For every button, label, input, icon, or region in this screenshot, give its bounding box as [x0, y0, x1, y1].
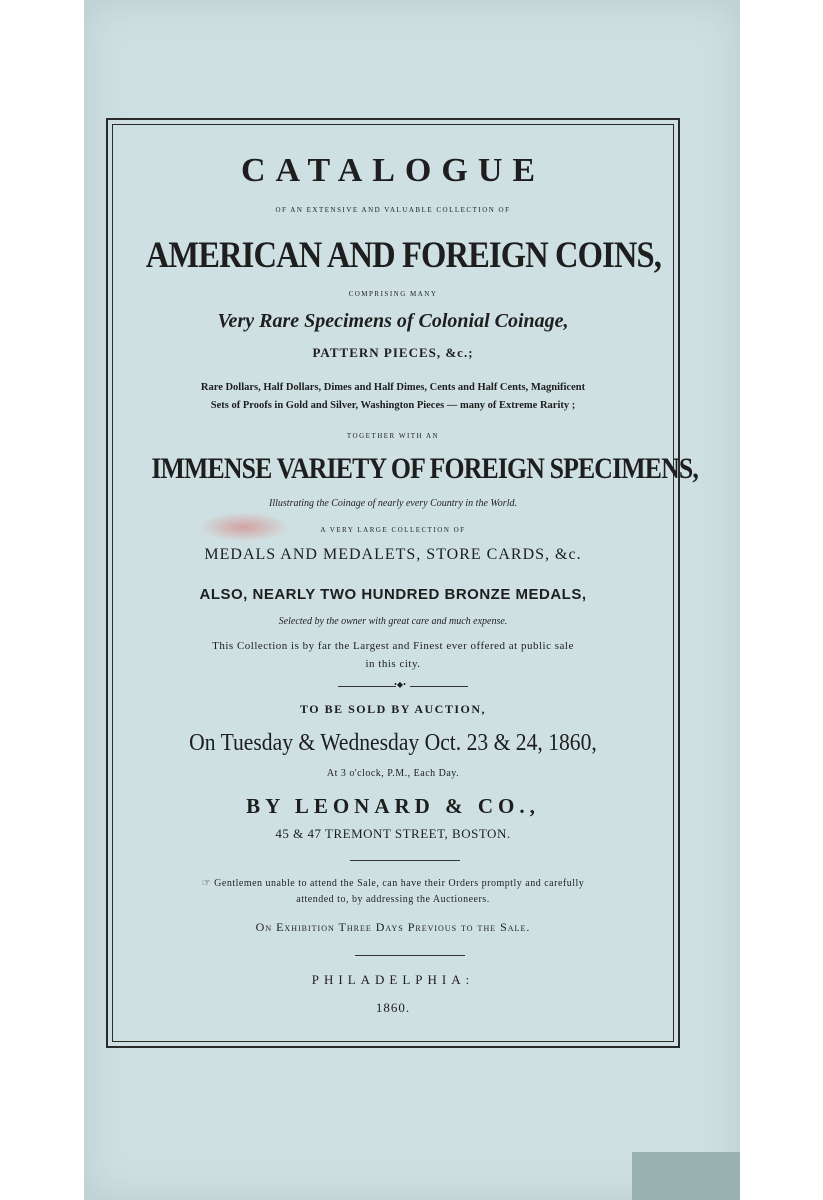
divider-ornament: •◆• — [394, 680, 406, 689]
divider-rule-3 — [355, 955, 465, 956]
auctioneer-name: BY LEONARD & CO., — [246, 794, 540, 818]
collection-line-2: in this city. — [365, 658, 421, 670]
auctioneer-address: 45 & 47 TREMONT STREET, BOSTON. — [275, 826, 511, 841]
headline-foreign-specimens: IMMENSE VARIETY OF FOREIGN SPECIMENS, — [151, 452, 698, 485]
subtitle-together: TOGETHER WITH AN — [346, 432, 440, 440]
auction-date: On Tuesday & Wednesday Oct. 23 & 24, 1860, — [189, 730, 597, 756]
headline-coins: AMERICAN AND FOREIGN COINS, — [145, 235, 662, 276]
illustrating-line: Illustrating the Coinage of nearly every Country in the World. — [269, 498, 517, 509]
subtitle-comprising: COMPRISING MANY — [348, 290, 438, 298]
divider-rule-right — [410, 686, 468, 687]
background-edge — [632, 1152, 740, 1200]
rare-dollars-line-2: Sets of Proofs in Gold and Silver, Washington Pieces — many of Extreme Rarity ; — [210, 400, 576, 411]
medals-line: MEDALS AND MEDALETS, STORE CARDS, &c. — [204, 546, 582, 563]
divider-rule-2 — [350, 860, 460, 861]
sold-by-auction: TO BE SOLD BY AUCTION, — [299, 702, 487, 716]
bronze-medals-line: ALSO, NEARLY TWO HUNDRED BRONZE MEDALS, — [199, 586, 587, 603]
auction-time: At 3 o'clock, P.M., Each Day. — [326, 768, 460, 779]
collection-line-1: This Collection is by far the Largest and Finest ever offered at public sale — [212, 640, 574, 652]
notice-line-2: attended to, by addressing the Auctioneers. — [296, 894, 490, 905]
exhibition-line: On Exhibition Three Days Previous to the Sale. — [255, 920, 531, 934]
subtitle-large-collection: A VERY LARGE COLLECTION OF — [320, 526, 466, 534]
notice-line-1: ☞ Gentlemen unable to attend the Sale, can have their Orders promptly and carefully — [201, 878, 585, 889]
imprint-year: 1860. — [375, 1000, 411, 1015]
catalogue-title: CATALOGUE — [240, 152, 546, 189]
rare-dollars-line-1: Rare Dollars, Half Dollars, Dimes and Half Dimes, Cents and Half Cents, Magnificent — [200, 382, 586, 393]
subtitle-extensive: OF AN EXTENSIVE AND VALUABLE COLLECTION OF — [275, 206, 511, 214]
pattern-pieces: PATTERN PIECES, &c.; — [312, 345, 474, 360]
gothic-colonial-line: Very Rare Specimens of Colonial Coinage, — [217, 310, 569, 332]
imprint-city: PHILADELPHIA: — [311, 972, 475, 987]
selected-line: Selected by the owner with great care and much expense. — [278, 616, 508, 627]
